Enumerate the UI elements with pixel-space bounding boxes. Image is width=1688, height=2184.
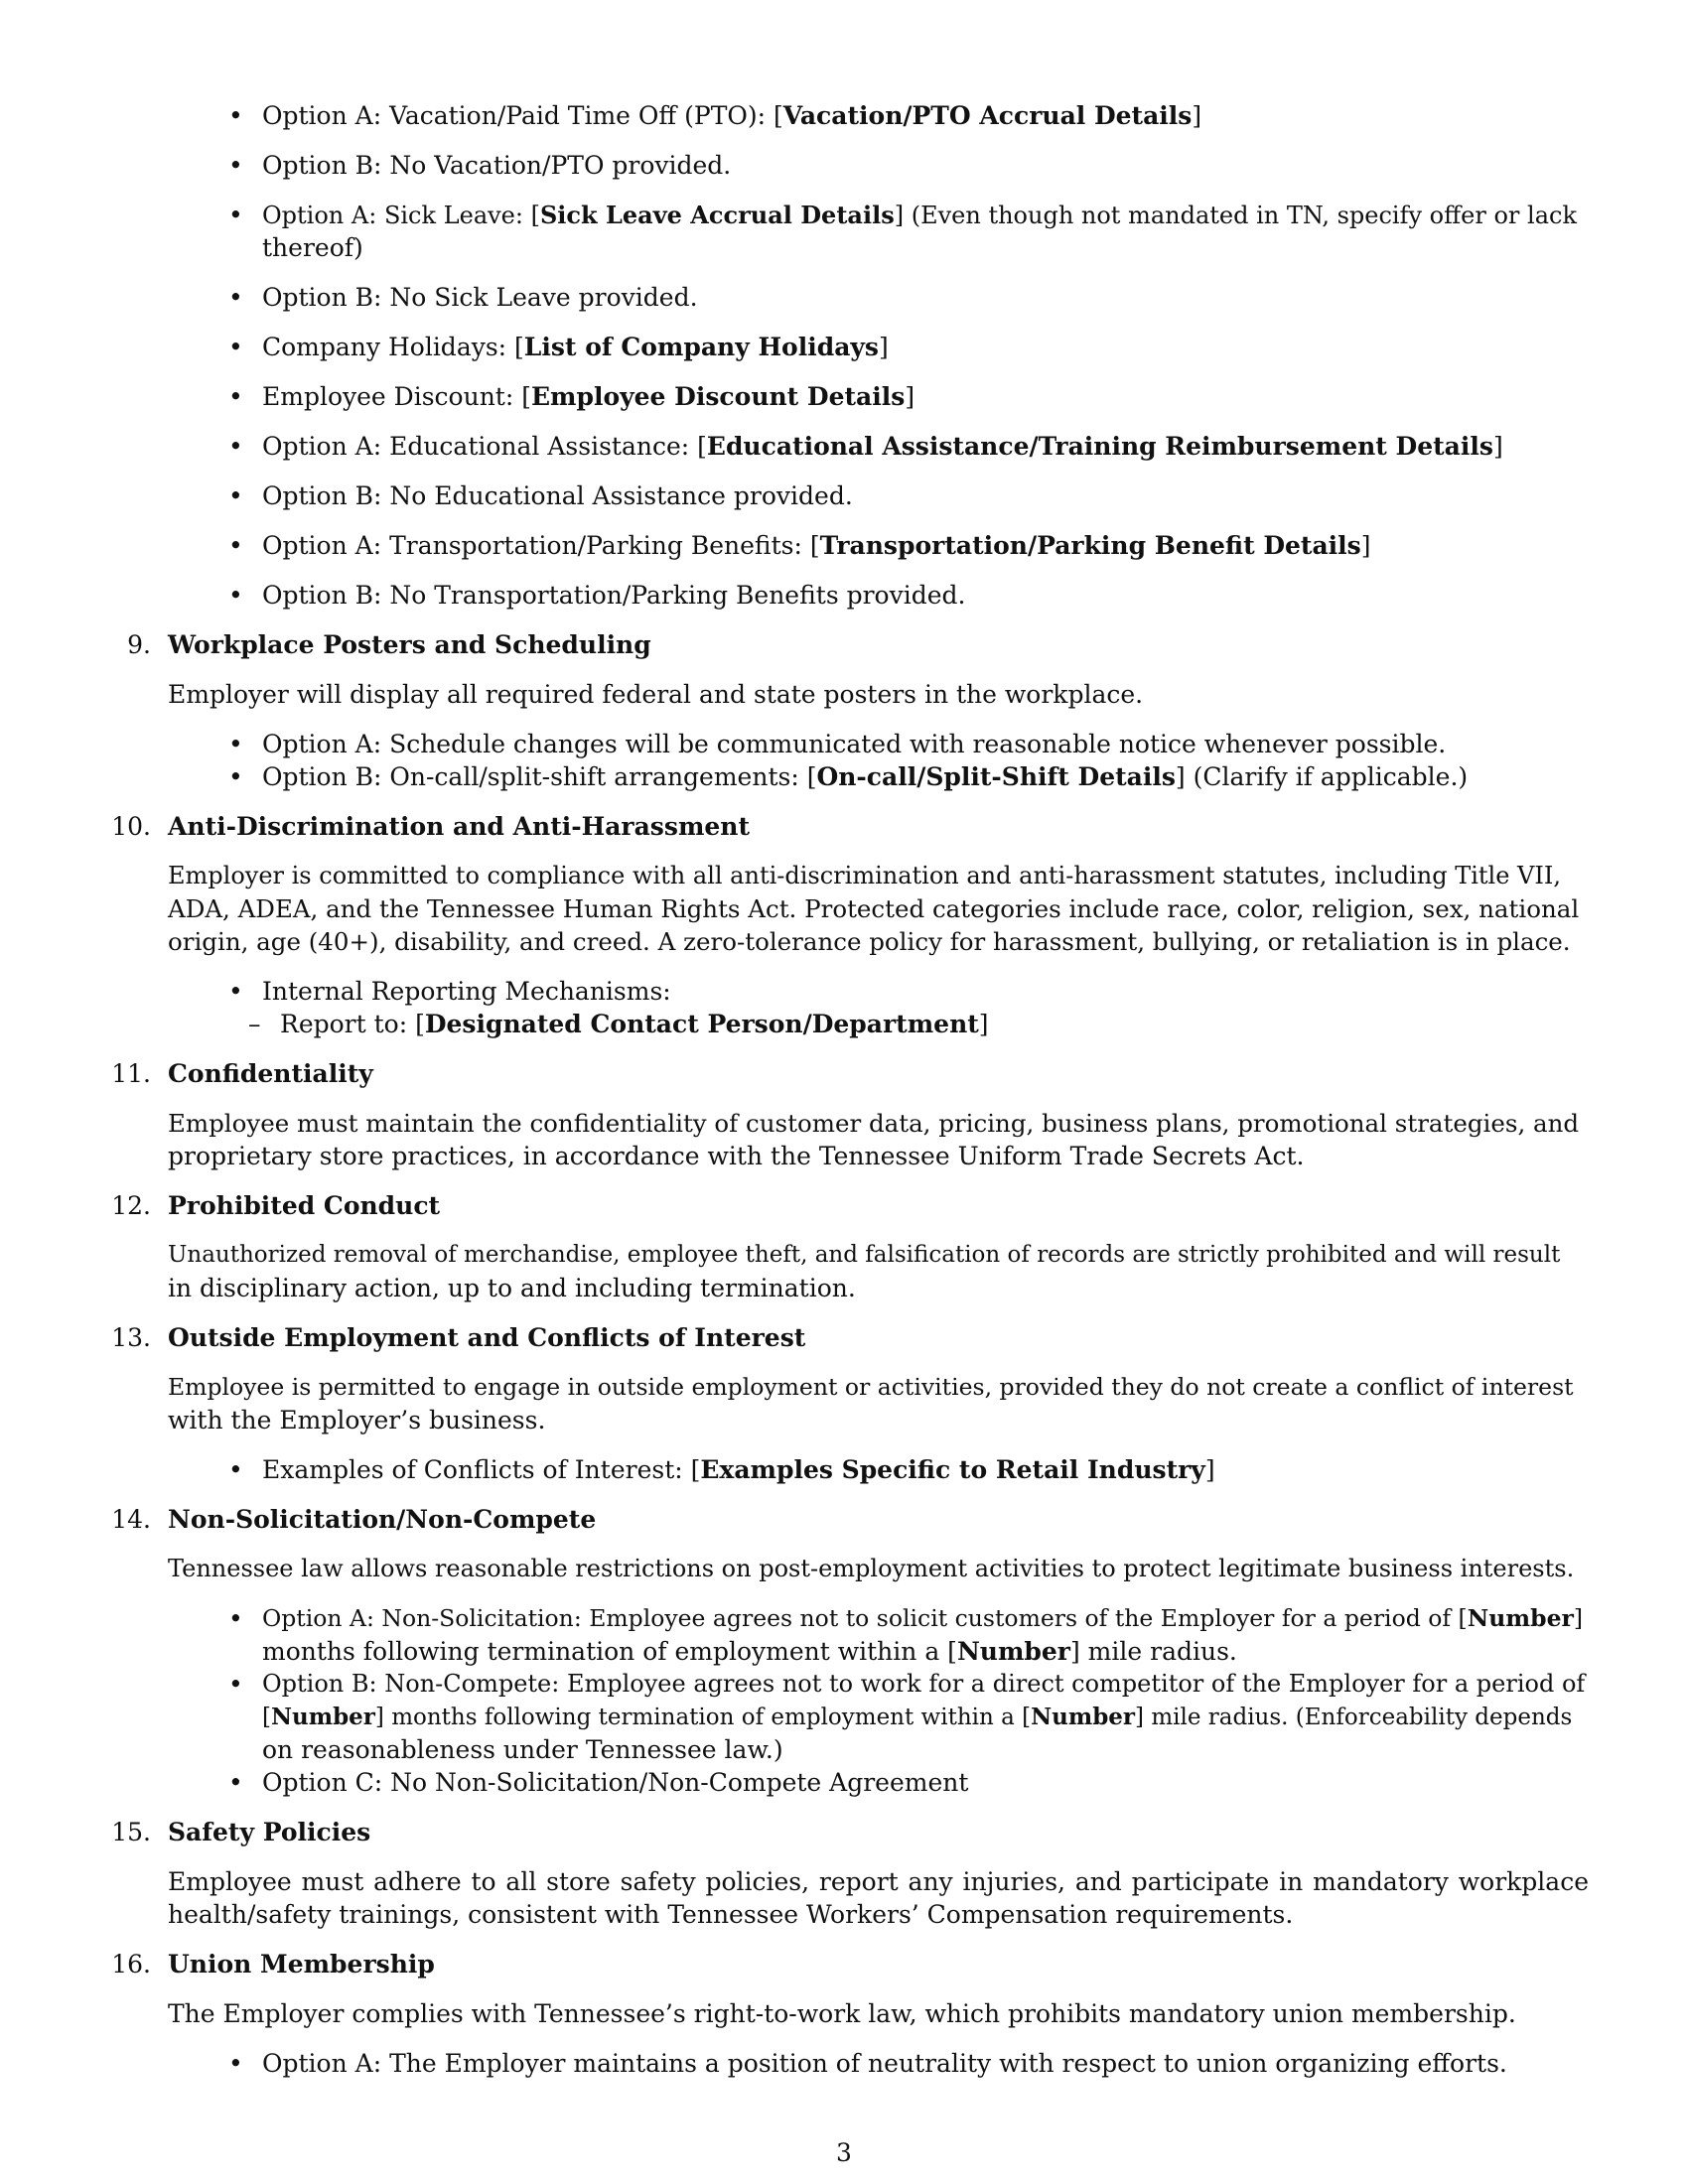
option-text-post: ]	[1204, 1455, 1215, 1484]
section-paragraph: Tennessee law allows reasonable restrictions on post-employment activities to protect legitimate business interests.	[168, 1555, 1575, 1582]
bullet-glyph: •	[228, 977, 243, 1006]
option-item-continuation	[262, 1701, 1589, 1734]
option-placeholder: Number	[956, 1637, 1070, 1666]
section-heading: Non-Solicitation/Non-Compete	[168, 1505, 597, 1534]
benefit-text: Option A: Transportation/Parking Benefits: [	[262, 531, 820, 560]
option-text: [	[262, 1705, 271, 1730]
section-paragraph: Employer will display all required federal and state posters in the workplace.	[168, 680, 1144, 709]
option-text: Option A: Schedule changes will be communicated with reasonable notice whenever possible.	[262, 730, 1447, 758]
benefit-text-post: ]	[1192, 101, 1202, 130]
section-number: 12.	[111, 1191, 151, 1220]
section-number: 15.	[111, 1818, 151, 1846]
benefit-placeholder: Educational Assistance/Training Reimbursement Details	[706, 432, 1493, 461]
paragraph-line: Employee must maintain the confidentiality of customer data, pricing, business plans, promotional strategies, and	[168, 1109, 1580, 1138]
benefit-item	[262, 331, 889, 363]
option-text-post: ]	[1573, 1604, 1584, 1632]
benefit-text: Option B: No Sick Leave provided.	[262, 283, 698, 312]
benefit-item-continuation: thereof)	[262, 233, 363, 262]
section-heading: Prohibited Conduct	[168, 1191, 441, 1220]
paragraph-line: Employee must adhere to all store safety policies, report any injuries, and participate in mandatory workplace	[168, 1867, 1589, 1896]
option-item	[262, 1453, 1215, 1486]
bullet-glyph: •	[228, 333, 243, 361]
bullet-glyph: •	[228, 481, 243, 510]
benefit-text: Option B: No Educational Assistance provided.	[262, 481, 853, 510]
sub-item-text-post: ]	[978, 1010, 989, 1038]
bullet-glyph: •	[228, 382, 243, 411]
option-item	[262, 1602, 1589, 1635]
bullet-glyph: •	[228, 283, 243, 312]
section-number: 10.	[111, 812, 151, 841]
benefit-text-post: ]	[1492, 432, 1503, 461]
option-placeholder: Examples Specific to Retail Industry	[700, 1455, 1205, 1484]
bullet-glyph: •	[228, 531, 243, 560]
option-item	[262, 760, 1468, 793]
benefit-placeholder: Vacation/PTO Accrual Details	[782, 101, 1193, 130]
option-item: Internal Reporting Mechanisms:	[262, 977, 671, 1006]
benefit-placeholder: List of Company Holidays	[523, 333, 880, 361]
option-placeholder: Number	[1467, 1604, 1574, 1632]
benefit-text-post: ]	[905, 382, 915, 411]
benefit-placeholder: Employee Discount Details	[530, 382, 906, 411]
sub-item	[280, 1008, 989, 1040]
bullet-glyph: •	[228, 1604, 243, 1633]
section-heading: Outside Employment and Conflicts of Interest	[168, 1323, 806, 1352]
benefit-item	[262, 281, 698, 314]
option-text: Option B: On-call/split-shift arrangements: [	[262, 762, 817, 791]
paragraph-line: health/safety trainings, consistent with Tennessee Workers’ Compensation requirements.	[168, 1900, 1294, 1929]
option-item	[262, 728, 1446, 760]
option-text: months following termination of employment within a [	[262, 1637, 957, 1666]
bullet-glyph: •	[228, 762, 243, 791]
section-paragraph: The Employer complies with Tennessee’s right-to-work law, which prohibits mandatory union membership.	[168, 1999, 1516, 2028]
paragraph-line: ADA, ADEA, and the Tennessee Human Rights Act. Protected categories include race, color, religion, sex, national	[168, 894, 1580, 923]
benefit-item	[262, 199, 1589, 232]
option-text-post: ] mile radius.	[1069, 1637, 1237, 1666]
benefit-text-post: ]	[1360, 531, 1371, 560]
dash-glyph: –	[248, 1010, 261, 1038]
benefit-placeholder: Sick Leave Accrual Details	[539, 201, 895, 229]
section-number: 11.	[111, 1059, 151, 1088]
option-placeholder: Number	[270, 1704, 375, 1730]
section-heading: Workplace Posters and Scheduling	[168, 630, 651, 659]
paragraph-line: with the Employer’s business.	[168, 1406, 546, 1434]
section-number: 13.	[111, 1323, 151, 1352]
section-heading: Safety Policies	[168, 1818, 371, 1846]
benefit-placeholder: Transportation/Parking Benefit Details	[819, 531, 1361, 560]
bullet-glyph: •	[228, 2049, 243, 2078]
bullet-glyph: •	[228, 201, 243, 229]
option-text: Option A: Non-Solicitation: Employee agrees not to solicit customers of the Employer for a period of [	[262, 1604, 1468, 1632]
benefit-item	[262, 149, 731, 182]
option-item: Option B: Non-Compete: Employee agrees not to work for a direct competitor of the Employer for a period of	[262, 1670, 1586, 1698]
benefit-text: Option B: No Vacation/PTO provided.	[262, 151, 732, 180]
benefit-text: Option A: Sick Leave: [	[262, 202, 540, 229]
sub-item-placeholder: Designated Contact Person/Department	[424, 1010, 979, 1038]
option-text-post: ] mile radius. (Enforceability depends	[1135, 1705, 1573, 1730]
option-item-continuation: on reasonableness under Tennessee law.)	[262, 1735, 783, 1764]
option-placeholder: On-call/Split-Shift Details	[816, 762, 1176, 791]
benefit-item	[262, 479, 853, 512]
section-heading: Confidentiality	[168, 1059, 373, 1088]
page-number: 3	[836, 2138, 852, 2167]
bullet-glyph: •	[228, 730, 243, 758]
paragraph-line: in disciplinary action, up to and including termination.	[168, 1274, 856, 1302]
section-number: 14.	[111, 1505, 151, 1534]
sub-item-text: Report to: [	[280, 1010, 425, 1038]
paragraph-line: Employee is permitted to engage in outside employment or activities, provided they do not create a conflict of interest	[168, 1373, 1574, 1401]
bullet-glyph: •	[228, 581, 243, 610]
option-item: Option C: No Non-Solicitation/Non-Compete Agreement	[262, 1768, 969, 1797]
option-text: Examples of Conflicts of Interest: [	[262, 1455, 701, 1484]
section-number: 9.	[127, 630, 151, 659]
section-heading: Anti-Discrimination and Anti-Harassment	[168, 812, 751, 841]
paragraph-line: origin, age (40+), disability, and creed. A zero-tolerance policy for harassment, bullying, or retaliation is in place.	[168, 927, 1571, 956]
bullet-glyph: •	[228, 432, 243, 461]
option-item: Option A: The Employer maintains a position of neutrality with respect to union organizing efforts.	[262, 2049, 1507, 2078]
option-item-continuation	[262, 1635, 1237, 1668]
paragraph-line: proprietary store practices, in accordance with the Tennessee Uniform Trade Secrets Act.	[168, 1142, 1305, 1170]
benefit-text-post: ]	[879, 333, 889, 361]
benefit-text-post: ] (Even though not mandated in TN, specify offer or lack	[894, 202, 1577, 229]
benefit-text: Employee Discount: [	[262, 382, 531, 411]
benefit-item	[262, 529, 1371, 562]
paragraph-line: Unauthorized removal of merchandise, employee theft, and falsification of records are strictly prohibited and will result	[168, 1242, 1561, 1268]
option-text-post: ] (Clarify if applicable.)	[1175, 762, 1469, 791]
option-text: ] months following termination of employment within a [	[374, 1705, 1032, 1730]
benefit-item	[262, 579, 965, 612]
benefit-text: Option B: No Transportation/Parking Benefits provided.	[262, 581, 966, 610]
bullet-glyph: •	[228, 151, 243, 180]
section-number: 16.	[111, 1950, 151, 1979]
benefit-text: Option A: Educational Assistance: [	[262, 432, 707, 461]
benefit-text: Option A: Vacation/Paid Time Off (PTO): [	[262, 101, 783, 130]
section-heading: Union Membership	[168, 1950, 435, 1979]
bullet-glyph: •	[228, 101, 243, 130]
bullet-glyph: •	[228, 1768, 243, 1797]
benefit-text: Company Holidays: [	[262, 333, 524, 361]
option-placeholder: Number	[1031, 1704, 1136, 1730]
paragraph-line: Employer is committed to compliance with all anti-discrimination and anti-harassment statutes, including Title VII,	[168, 862, 1561, 889]
bullet-glyph: •	[228, 1455, 243, 1484]
benefit-item	[262, 99, 1201, 132]
bullet-glyph: •	[228, 1670, 243, 1699]
benefit-item	[262, 430, 1503, 463]
benefit-item	[262, 380, 914, 413]
